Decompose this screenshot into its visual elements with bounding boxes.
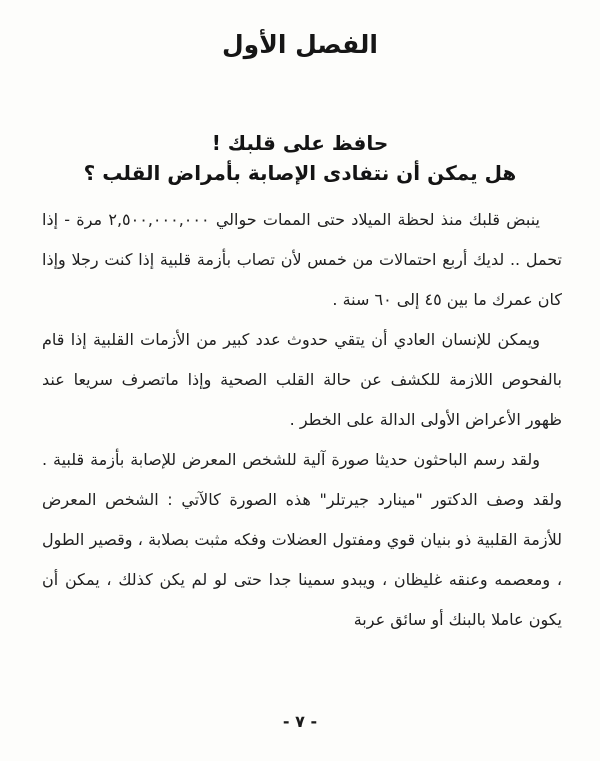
page-number: - ٧ - bbox=[282, 712, 318, 731]
section-header bbox=[80, 128, 520, 188]
section-subheading: هل يمكن أن نتفادى الإصابة بأمراض القلب ؟ bbox=[83, 161, 517, 185]
section-heading: حافظ على قلبك ! bbox=[211, 131, 389, 155]
body-text bbox=[42, 200, 562, 640]
paragraph-heart-beats: ينبض قلبك منذ لحظة الميلاد حتى الممات حوالي ٢,٥٠٠,٠٠٠,٠٠٠ مرة - إذا تحمل .. لديك أربع احتمالات من خمس لأن تصاب بأزمة قلبية إذا كنت رجلا وإذا كان عمرك ما بين ٤٥ إلى ٦٠ سنة . bbox=[42, 210, 562, 309]
paragraph-risk-profile: ولقد رسم الباحثون حديثا صورة آلية للشخص المعرض للإصابة بأزمة قلبية . ولقد وصف الدكتور "مينارد جيرتلر" هذه الصورة كالآتي : الشخص المعرض للأزمة القلبية ذو بنيان قوي ومفتول العضلات وفكه مثبت بصلابة ، وقصير الطول ، ومعصمه وعنقه غليظان ، ويبدو سمينا جدا حتى لو لم يكن كذلك ، يمكن أن يكون عاملا بالبنك أو سائق عربة bbox=[42, 450, 562, 629]
chapter-title: الفصل الأول bbox=[221, 30, 379, 59]
paragraph-prevention: ويمكن للإنسان العادي أن يتقي حدوث عدد كبير من الأزمات القلبية إذا قام بالفحوص اللازمة للكشف عن حالة القلب الصحية وإذا ماتصرف سريعا عند ظهور الأعراض الأولى الدالة على الخطر . bbox=[42, 330, 562, 429]
